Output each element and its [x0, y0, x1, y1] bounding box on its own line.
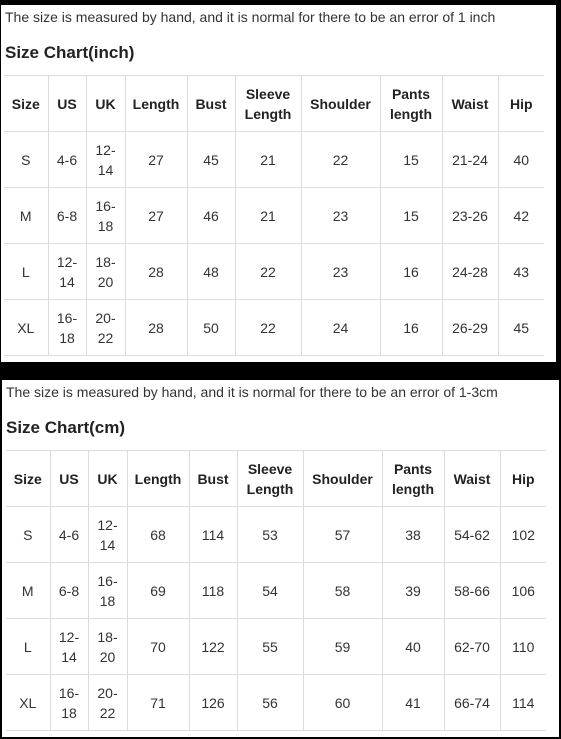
table-cell: 38: [382, 507, 444, 563]
table-cell: 45: [498, 300, 544, 356]
table-cell: 50: [187, 300, 235, 356]
column-header-shoulder: Shoulder: [301, 76, 380, 132]
table-cell: 59: [303, 619, 382, 675]
table-cell: 114: [500, 675, 546, 731]
column-header-uk: UK: [86, 76, 125, 132]
table-cell: 16-18: [50, 675, 88, 731]
table-cell: 20-22: [86, 300, 125, 356]
table-cell: 45: [187, 132, 235, 188]
table-cell: XL: [6, 675, 50, 731]
table-cell: 62-70: [444, 619, 500, 675]
table-cell: 27: [125, 132, 187, 188]
table-cell: 58: [303, 563, 382, 619]
table-row: [4, 132, 544, 188]
table-cell: 15: [380, 132, 442, 188]
table-cell: 16: [380, 300, 442, 356]
table-cell: S: [6, 507, 50, 563]
column-header-length: Length: [125, 76, 187, 132]
table-cell: 57: [303, 507, 382, 563]
table-cell: XL: [4, 300, 48, 356]
table-cell: 58-66: [444, 563, 500, 619]
table-header-row: [6, 451, 546, 507]
table-cell: 70: [127, 619, 189, 675]
column-header-hip: Hip: [498, 76, 544, 132]
table-cell: 26-29: [442, 300, 498, 356]
table-cell: 68: [127, 507, 189, 563]
size-chart-cm-panel: [2, 380, 559, 737]
table-cell: 4-6: [50, 507, 88, 563]
table-cell: S: [4, 132, 48, 188]
table-cell: 22: [235, 300, 301, 356]
table-cell: 23: [301, 188, 380, 244]
table-cell: 46: [187, 188, 235, 244]
table-cell: 24: [301, 300, 380, 356]
measurement-note-cm: The size is measured by hand, and it is normal for there to be an error of 1-3cm: [6, 384, 498, 400]
table-row: [6, 675, 546, 731]
column-header-waist: Waist: [444, 451, 500, 507]
size-table-cm: [6, 450, 546, 731]
table-cell: 126: [189, 675, 237, 731]
size-chart-cm-title: Size Chart(cm): [6, 418, 126, 437]
table-cell: 22: [301, 132, 380, 188]
table-cell: 106: [500, 563, 546, 619]
table-cell: 16-18: [86, 188, 125, 244]
table-cell: 27: [125, 188, 187, 244]
table-cell: L: [6, 619, 50, 675]
table-cell: 16-18: [88, 563, 127, 619]
table-cell: 56: [237, 675, 303, 731]
table-cell: 20-22: [88, 675, 127, 731]
table-cell: 55: [237, 619, 303, 675]
column-header-size: Size: [4, 76, 48, 132]
table-cell: 42: [498, 188, 544, 244]
table-cell: 23: [301, 244, 380, 300]
table-cell: 118: [189, 563, 237, 619]
table-cell: 39: [382, 563, 444, 619]
table-cell: 24-28: [442, 244, 498, 300]
table-cell: 102: [500, 507, 546, 563]
table-cell: 16-18: [48, 300, 86, 356]
table-cell: 41: [382, 675, 444, 731]
table-cell: 18-20: [86, 244, 125, 300]
column-header-waist: Waist: [442, 76, 498, 132]
table-cell: 114: [189, 507, 237, 563]
table-cell: 12-14: [50, 619, 88, 675]
table-cell: 6-8: [48, 188, 86, 244]
size-table-inch: [4, 75, 544, 356]
column-header-pants-length: Pants length: [380, 76, 442, 132]
column-header-hip: Hip: [500, 451, 546, 507]
table-row: [4, 300, 544, 356]
table-cell: 43: [498, 244, 544, 300]
table-header-row: [4, 76, 544, 132]
table-cell: 12-14: [86, 132, 125, 188]
table-cell: 12-14: [48, 244, 86, 300]
table-cell: M: [6, 563, 50, 619]
column-header-us: US: [50, 451, 88, 507]
table-cell: 28: [125, 244, 187, 300]
table-cell: 23-26: [442, 188, 498, 244]
table-cell: 28: [125, 300, 187, 356]
table-cell: 21: [235, 132, 301, 188]
table-cell: 60: [303, 675, 382, 731]
table-cell: 71: [127, 675, 189, 731]
table-cell: 110: [500, 619, 546, 675]
table-cell: 15: [380, 188, 442, 244]
size-chart-inch-panel: [1, 5, 556, 362]
table-cell: L: [4, 244, 48, 300]
table-cell: 48: [187, 244, 235, 300]
table-cell: 122: [189, 619, 237, 675]
table-row: [6, 619, 546, 675]
table-row: [4, 244, 544, 300]
column-header-bust: Bust: [189, 451, 237, 507]
table-row: [6, 563, 546, 619]
table-row: [4, 188, 544, 244]
table-cell: 40: [498, 132, 544, 188]
table-cell: 53: [237, 507, 303, 563]
table-cell: 66-74: [444, 675, 500, 731]
column-header-size: Size: [6, 451, 50, 507]
table-cell: 40: [382, 619, 444, 675]
table-cell: M: [4, 188, 48, 244]
table-cell: 69: [127, 563, 189, 619]
column-header-sleeve-length: Sleeve Length: [235, 76, 301, 132]
table-cell: 18-20: [88, 619, 127, 675]
column-header-pants-length: Pants length: [382, 451, 444, 507]
table-row: [6, 507, 546, 563]
table-cell: 12-14: [88, 507, 127, 563]
table-cell: 4-6: [48, 132, 86, 188]
table-cell: 54-62: [444, 507, 500, 563]
column-header-sleeve-length: Sleeve Length: [237, 451, 303, 507]
size-chart-inch-title: Size Chart(inch): [5, 43, 135, 62]
column-header-bust: Bust: [187, 76, 235, 132]
measurement-note-inch: The size is measured by hand, and it is normal for there to be an error of 1 inch: [5, 9, 496, 25]
column-header-us: US: [48, 76, 86, 132]
table-cell: 21: [235, 188, 301, 244]
column-header-uk: UK: [88, 451, 127, 507]
column-header-shoulder: Shoulder: [303, 451, 382, 507]
column-header-length: Length: [127, 451, 189, 507]
table-cell: 21-24: [442, 132, 498, 188]
table-cell: 16: [380, 244, 442, 300]
table-cell: 6-8: [50, 563, 88, 619]
table-cell: 54: [237, 563, 303, 619]
table-cell: 22: [235, 244, 301, 300]
